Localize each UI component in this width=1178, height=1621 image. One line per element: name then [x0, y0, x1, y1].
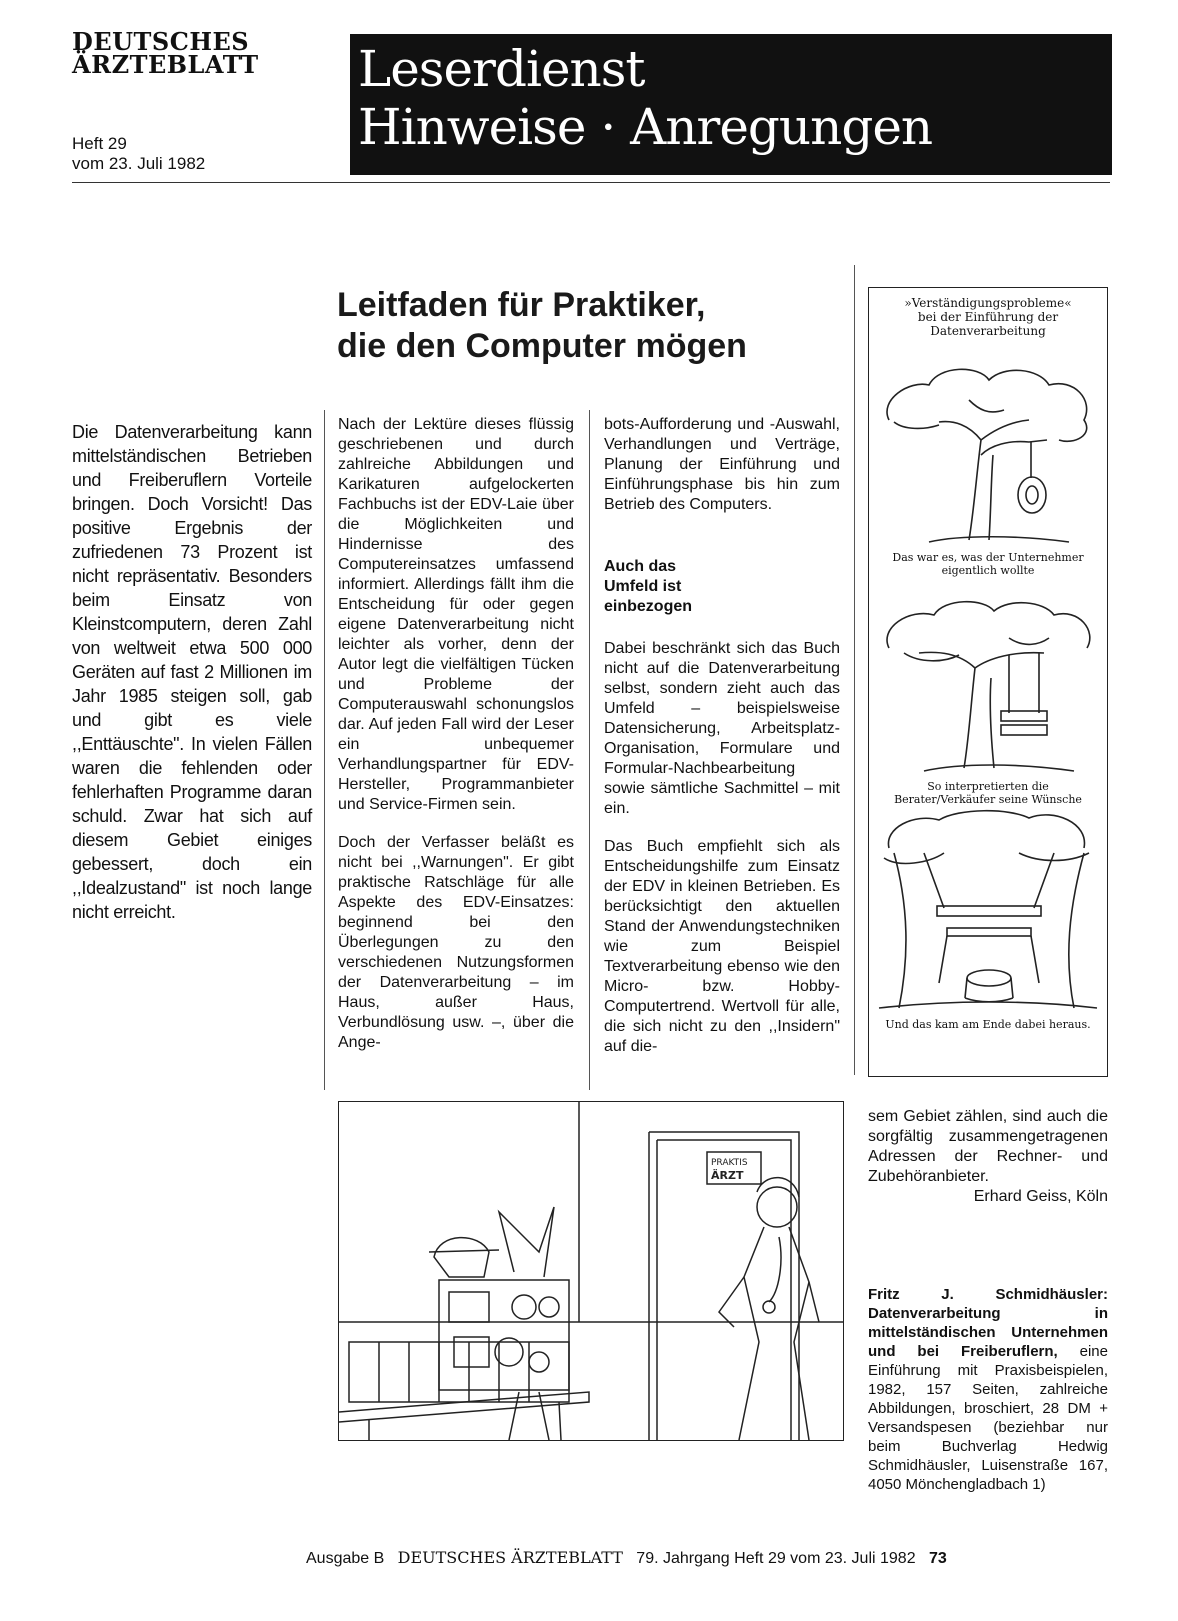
masthead-line1: DEUTSCHES: [72, 27, 250, 56]
issue-number: Heft 29: [72, 134, 127, 153]
issue-date: vom 23. Juli 1982: [72, 154, 206, 173]
door-sign-line2: ÄRZT: [711, 1169, 744, 1182]
tree-board-swing-illustration: [869, 593, 1107, 778]
cartoon-caption-1: Das war es, was der Unternehmer eigentlich wollte: [892, 551, 1084, 577]
cartoon-caption-3: Und das kam am Ende dabei heraus.: [885, 1018, 1091, 1031]
header-rule: [72, 182, 1110, 183]
col2-paragraph-2: Doch der Verfasser beläßt es nicht bei ,,Warnungen". Er gibt praktische Ratschläge für alle Aspekte des EDV-Einsatzes: beginnend bei den Überlegungen zu den verschiedenen Nutzungsformen der Datenverarbeitung – im Haus, außer Haus, Verbundlösung usw. –, über die Ange-: [338, 834, 574, 1051]
banner-line1: Leserdienst: [358, 40, 645, 98]
col3-paragraph-2: Dabei beschränkt sich das Buch nicht auf die Datenverarbeitung selbst, sondern zieht auch das Umfeld – beispielsweise Datensicherung, Arbeitsplatz-Organisation, Formulare und Formular-Nachbearbeitung sowie sämtliche Sachmittel – mit ein.: [604, 640, 840, 817]
column-rule-3: [854, 265, 855, 1075]
col2-paragraph-1: Nach der Lektüre dieses flüssig geschriebenen und durch zahlreiche Abbildungen und Karikaturen aufgelockerten Fachbuchs ist der EDV-Laie über die Möglichkeiten und Hindernisse des Computereinsatzes umfassend informiert. Allerdings fällt ihm die Entscheidung für oder gegen eigene Datenverarbeitung nicht leichter als vorher, denn der Autor legt die vielfältigen Tücken und Probleme der Computerauswahl schonungslos dar. Auf jeden Fall wird der Leser ein unbequemer Verhandlungspartner für EDV-Hersteller, Programmanbieter und Service-Firmen sein.: [338, 416, 574, 813]
article-column-2: [338, 415, 574, 1071]
book-reference: [868, 1285, 1108, 1494]
col3-paragraph-1: bots-Aufforderung und -Auswahl, Verhandlungen und Verträge, Planung der Einführung und Einführungsphase bis hin zum Betrieb des Computers.: [604, 416, 840, 513]
banner-line2: Hinweise · Anregungen: [358, 98, 933, 156]
article-headline: [337, 285, 837, 367]
subheading: Auch das Umfeld ist einbezogen: [604, 558, 693, 615]
page-footer: [306, 1548, 1112, 1569]
tree-stump-swing-illustration: [869, 808, 1107, 1018]
waiting-room-cartoon: [338, 1101, 844, 1441]
headline-line1: Leitfaden für Praktiker,: [337, 286, 706, 324]
footer-info: 79. Jahrgang Heft 29 vom 23. Juli 1982: [636, 1550, 916, 1567]
tree-cartoon-panel: [868, 287, 1108, 1077]
page-number: 73: [928, 1550, 947, 1567]
issue-info: [72, 134, 205, 174]
book-details: eine Einführung mit Praxisbeispielen, 1982, 157 Seiten, zahlreiche Abbildungen, broschiert, 28 DM + Versandspesen (beziehbar nur beim Buchverlag Hedwig Schmidhäusler, Luisenstraße 167, 4050 Mönchengladbach 1): [868, 1343, 1108, 1493]
footer-edition: Ausgabe B: [306, 1550, 385, 1567]
section-banner: [350, 34, 1112, 175]
masthead-line2: ÄRZTEBLATT: [72, 50, 259, 79]
column-rule-1: [324, 410, 325, 1090]
cartoon-title: »Verständigungsprobleme« bei der Einführung der Datenverarbeitung: [904, 296, 1072, 338]
headline-line2: die den Computer mögen: [337, 327, 747, 365]
col3-paragraph-3: Das Buch empfiehlt sich als Entscheidungshilfe zum Einsatz der EDV in kleinen Betrieben. Es berücksichtigt den aktuellen Stand der Anwendungstechniken wie zum Beispiel Textverarbeitung ebenso wie den Micro- bzw. Hobby-Computertrend. Wertvoll für alle, die sich nicht zu den ,,Insidern" auf die-: [604, 838, 840, 1055]
article-column-3: [604, 415, 840, 1075]
article-continuation: [868, 1107, 1108, 1207]
article-lead: Die Datenverarbeitung kann mittelständischen Betrieben und Freiberuflern Vorteile bringen. Doch Vorsicht! Das positive Ergebnis der zufriedenen 73 Prozent ist nicht repräsentativ. Besonders beim Einsatz von Kleinstcomputern, deren Zahl von weltweit etwa 500 000 Geräten auf fast 2 Millionen im Jahr 1985 steigen soll, gab und gibt es viele ,,Enttäuschte". In vielen Fällen waren die fehlenden oder fehlerhaften Programme daran schuld. Zwar hat sich auf diesem Gebiet einiges gebessert, doch ein ,,Idealzustand" ist noch lange nicht erreicht.: [72, 422, 312, 922]
footer-magazine: DEUTSCHES ÄRZTEBLATT: [397, 1548, 623, 1567]
book-title: Fritz J. Schmidhäusler: Datenverarbeitung in mittelständischen Unternehmen und bei Freiberuflern,: [868, 1286, 1108, 1360]
column-rule-2: [589, 410, 590, 1090]
cartoon-caption-2: So interpretierten die Berater/Verkäufer seine Wünsche: [894, 780, 1082, 806]
continuation-text: sem Gebiet zählen, sind auch die sorgfältig zusammengetragenen Adressen der Rechner- und Zubehöranbieter.: [868, 1108, 1108, 1185]
door-sign-line1: PRAKTIS: [711, 1158, 748, 1168]
waiting-room-illustration: [339, 1102, 843, 1440]
masthead-logo: [72, 27, 312, 79]
tree-tire-swing-illustration: [869, 360, 1107, 550]
author-signature: Erhard Geiss, Köln: [973, 1188, 1108, 1205]
